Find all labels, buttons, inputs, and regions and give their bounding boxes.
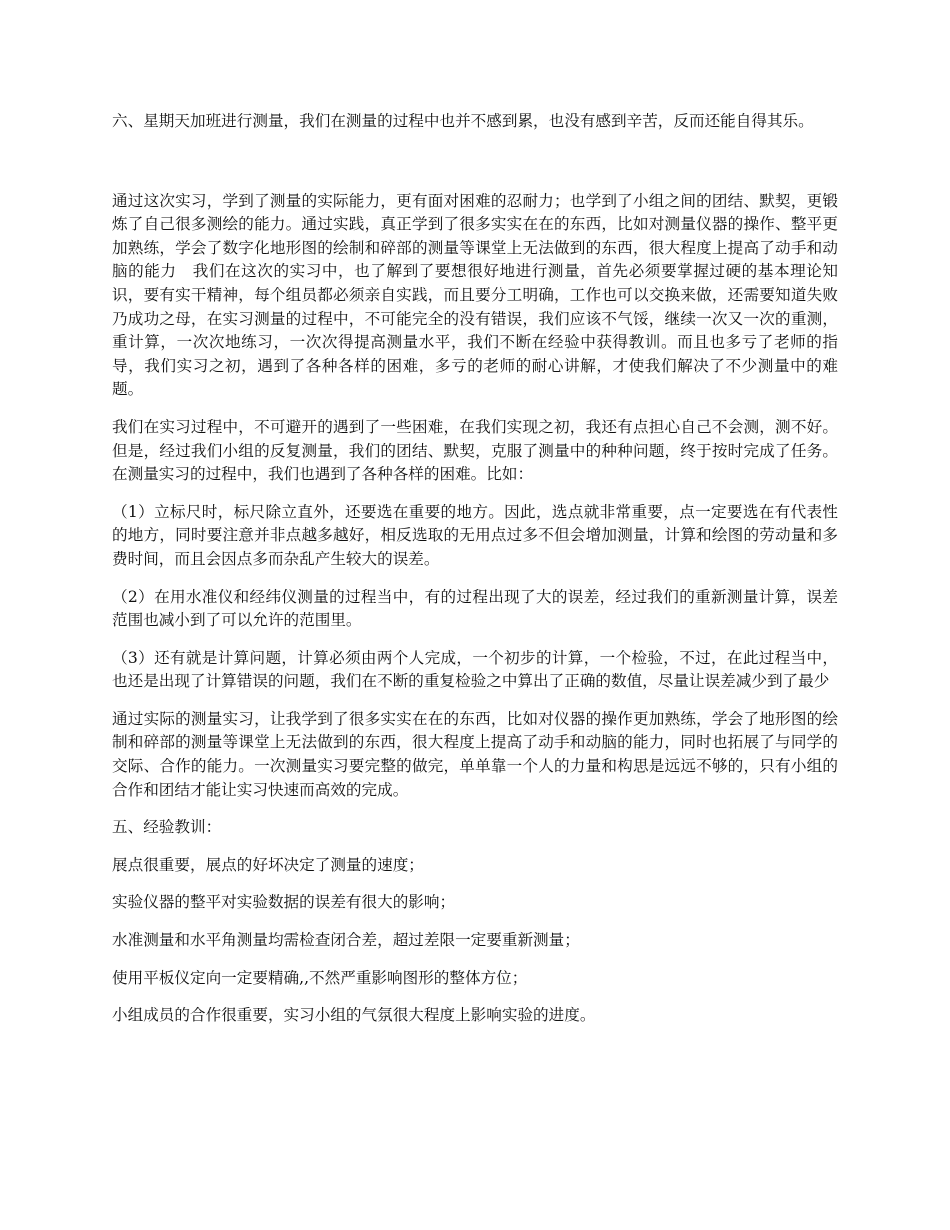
paragraph-difficulties: 我们在实习过程中，不可避开的遇到了一些困难，在我们实现之初，我还有点担心自己不会测，测不好。但是，经过我们小组的反复测量，我们的团结、默契，克服了测量中的种种问题，终于按时完成了任务。在测量实习的过程中，我们也遇到了各种各样的困难。比如： <box>112 417 838 484</box>
paragraph-item-3: （3）还有就是计算问题，计算必须由两个人完成，一个初步的计算，一个检验，不过，在此过程当中，也还是出现了计算错误的问题，我们在不断的重复检验之中算出了正确的数值，尽量让误差减少到了最少 <box>112 648 838 691</box>
paragraph-sunday-overtime: 六、星期天加班进行测量，我们在测量的过程中也并不感到累，也没有感到辛苦，反而还能自得其乐。 <box>112 112 814 130</box>
paragraph-internship-gains: 通过这次实习，学到了测量的实际能力，更有面对困难的忍耐力；也学到了小组之间的团结、默契，更锻炼了自己很多测绘的能力。通过实践，真正学到了很多实实在在的东西，比如对测量仪器的操作、整平更加熟练，学会了数字化地形图的绘制和碎部的测量等课堂上无法做到的东西，很大程度上提高了动手和动脑的能力 我们在这次的实习中，也了解到了要想很好地进行测量，首先必须要掌握过硬的基本理论知识，要有实干精神，每个组员都必须亲自实践，而且要分工明确，工作也可以交换来做，还需要知道失败乃成功之母，在实习测量的过程中，不可能完全的没有错误，我们应该不气馁，继续一次又一次的重测，重计算，一次次地练习，一次次得提高测量水平，我们不断在经验中获得教训。而且也多亏了老师的指导，我们实习之初，遇到了各种各样的困难，多亏的老师的耐心讲解，才使我们解决了不少测量中的难题。 <box>112 191 838 399</box>
lesson-item-1: 展点很重要，展点的好坏决定了测量的速度； <box>112 855 424 874</box>
lesson-item-3: 水准测量和水平角测量均需检查闭合差，超过差限一定要重新测量； <box>112 931 580 950</box>
paragraph-item-1: （1）立标尺时，标尺除立直外，还要选在重要的地方。因此，选点就非常重要，点一定要选在有代表性的地方，同时要注意并非点越多越好，相反选取的无用点过多不但会增加测量，计算和绘图的劳动量和多费时间，而且会因点多而杂乱产生较大的误差。 <box>112 502 838 568</box>
lesson-item-4: 使用平板仪定向一定要精确,,不然严重影响图形的整体方位； <box>112 968 528 987</box>
lesson-item-2: 实验仪器的整平对实验数据的误差有很大的影响； <box>112 893 456 912</box>
paragraph-practical-summary: 通过实际的测量实习，让我学到了很多实实在在的东西，比如对仪器的操作更加熟练，学会了地形图的绘制和碎部的测量等课堂上无法做到的东西，很大程度上提高了动手和动脑的能力，同时也拓展了与同学的交际、合作的能力。一次测量实习要完整的做完，单单靠一个人的力量和构思是远远不够的，只有小组的合作和团结才能让实习快速而高效的完成。 <box>112 709 838 799</box>
section-heading-lessons: 五、经验教训： <box>112 818 222 837</box>
lesson-item-5: 小组成员的合作很重要，实习小组的气氛很大程度上影响实验的进度。 <box>112 1006 596 1025</box>
paragraph-item-2: （2）在用水准仪和经纬仪测量的过程当中，有的过程出现了大的误差，经过我们的重新测量计算，误差范围也减小到了可以允许的范围里。 <box>112 587 838 630</box>
